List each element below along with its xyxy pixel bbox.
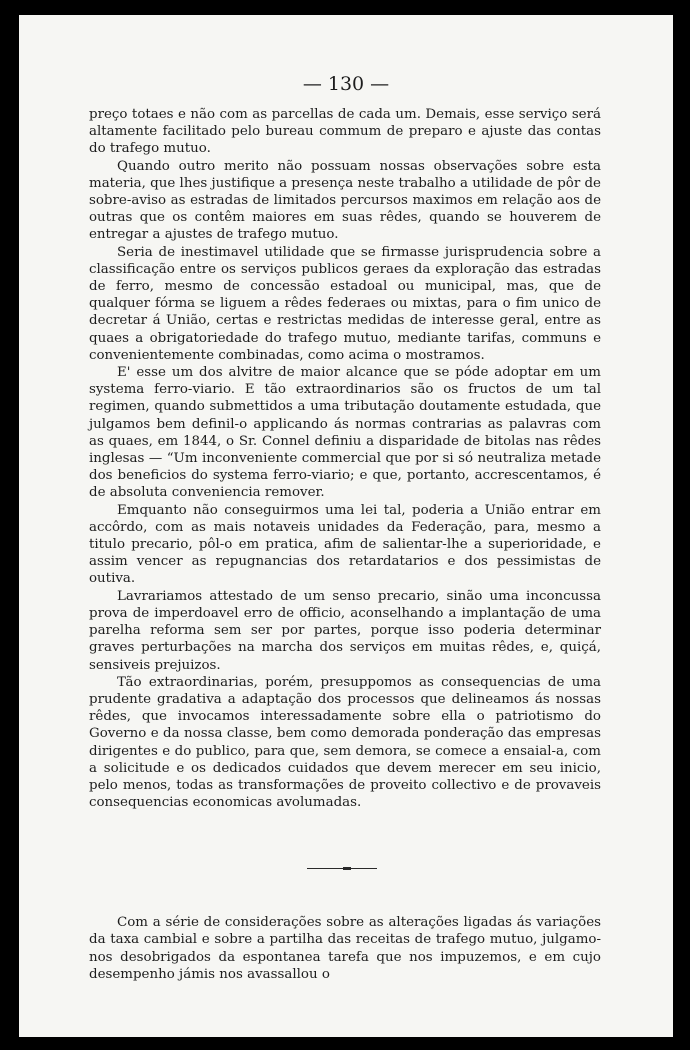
closing-paragraph: Com a série de considerações sobre as alterações ligadas ás variações da taxa cambial e sobre a partilha das receitas de trafego mutuo, julgamo-nos desobrigados da espontanea tarefa que nos impuzemos, e em cujo desempenho jámis nos avassallou o	[89, 915, 601, 983]
page-number: — 130 —	[302, 73, 390, 95]
section-divider	[307, 868, 377, 869]
paragraph-2: Quando outro merito não possuam nossas observações sobre esta materia, que lhes justifique a presença neste trabalho a utilidade de pôr de sobre-aviso as estradas de limitados percursos maximos em relação aos de outras que os contêm maiores em suas rêdes, quando se houverem de entregar a ajustes de trafego mutuo.	[89, 158, 601, 243]
paragraph-4: E' esse um dos alvitre de maior alcance que se póde adoptar em um systema ferro-viario. E tão extraordinarios são os fructos de um tal regimen, quando submettidos a uma tributação doutamente estudada, que julgamos bem definil-o applicando ás normas contrarias as palavras com as quaes, em 1844, o Sr. Connel definiu a disparidade de bitolas nas rêdes inglesas — “Um inconveniente commercial que por si só neutraliza metade dos beneficios do systema ferro-viario; e que, portanto, accrescentamos, é de absoluta conveniencia remover.	[89, 365, 601, 501]
book-page	[19, 15, 673, 1037]
paragraph-7: Tão extraordinarias, porém, presuppomos as consequencias de uma prudente gradativa a adaptação dos processos que delineamos ás nossas rêdes, que invocamos interessadamente sobre ella o patriotismo do Governo e da nossa classe, bem como demorada ponderação das empresas dirigentes e do publico, para que, sem demora, se comece a ensaial-a, com a solicitude e os dedicados cuidados que devem merecer em seu inicio, pelo menos, todas as transformações de proveito collectivo e de provaveis consequencias economicas avolumadas.	[89, 674, 601, 811]
paragraph-6: Lavrariamos attestado de um senso precario, sinão uma inconcussa prova de imperdoavel erro de officio, aconselhando a implantação de uma parelha reforma sem ser por partes, porque isso poderia determinar graves perturbações na marcha dos serviços em muitas rêdes, e, quiçá, sensiveis prejuizos.	[89, 588, 601, 673]
closing-text	[89, 914, 601, 984]
paragraph-3: Seria de inestimavel utilidade que se firmasse jurisprudencia sobre a classificação entre os serviços publicos geraes da exploração das estradas de ferro, mesmo de concessão estadoal ou municipal, mas, que de qualquer fórma se liguem a rêdes federaes ou mixtas, para o fim unico de decretar á União, certas e restrictas medidas de interesse geral, entre as quaes a obrigatoriedade do trafego mutuo, mediante tarifas, communs e convenientemente combinadas, como acima o mostramos.	[89, 244, 601, 363]
main-text	[89, 106, 601, 811]
paragraph-1: preço totaes e não com as parcellas de cada um. Demais, esse serviço será altamente facilitado pelo bureau commum de preparo e ajuste das contas do trafego mutuo.	[89, 107, 601, 157]
paragraph-5: Emquanto não conseguirmos uma lei tal, poderia a União entrar em accôrdo, com as mais notaveis unidades da Federação, para, mesmo a titulo precario, pôl-o em pratica, afim de salientar-lhe a superioridade, e assim vencer as repugnancias dos retardatarios e dos pessimistas de outiva.	[89, 502, 601, 587]
